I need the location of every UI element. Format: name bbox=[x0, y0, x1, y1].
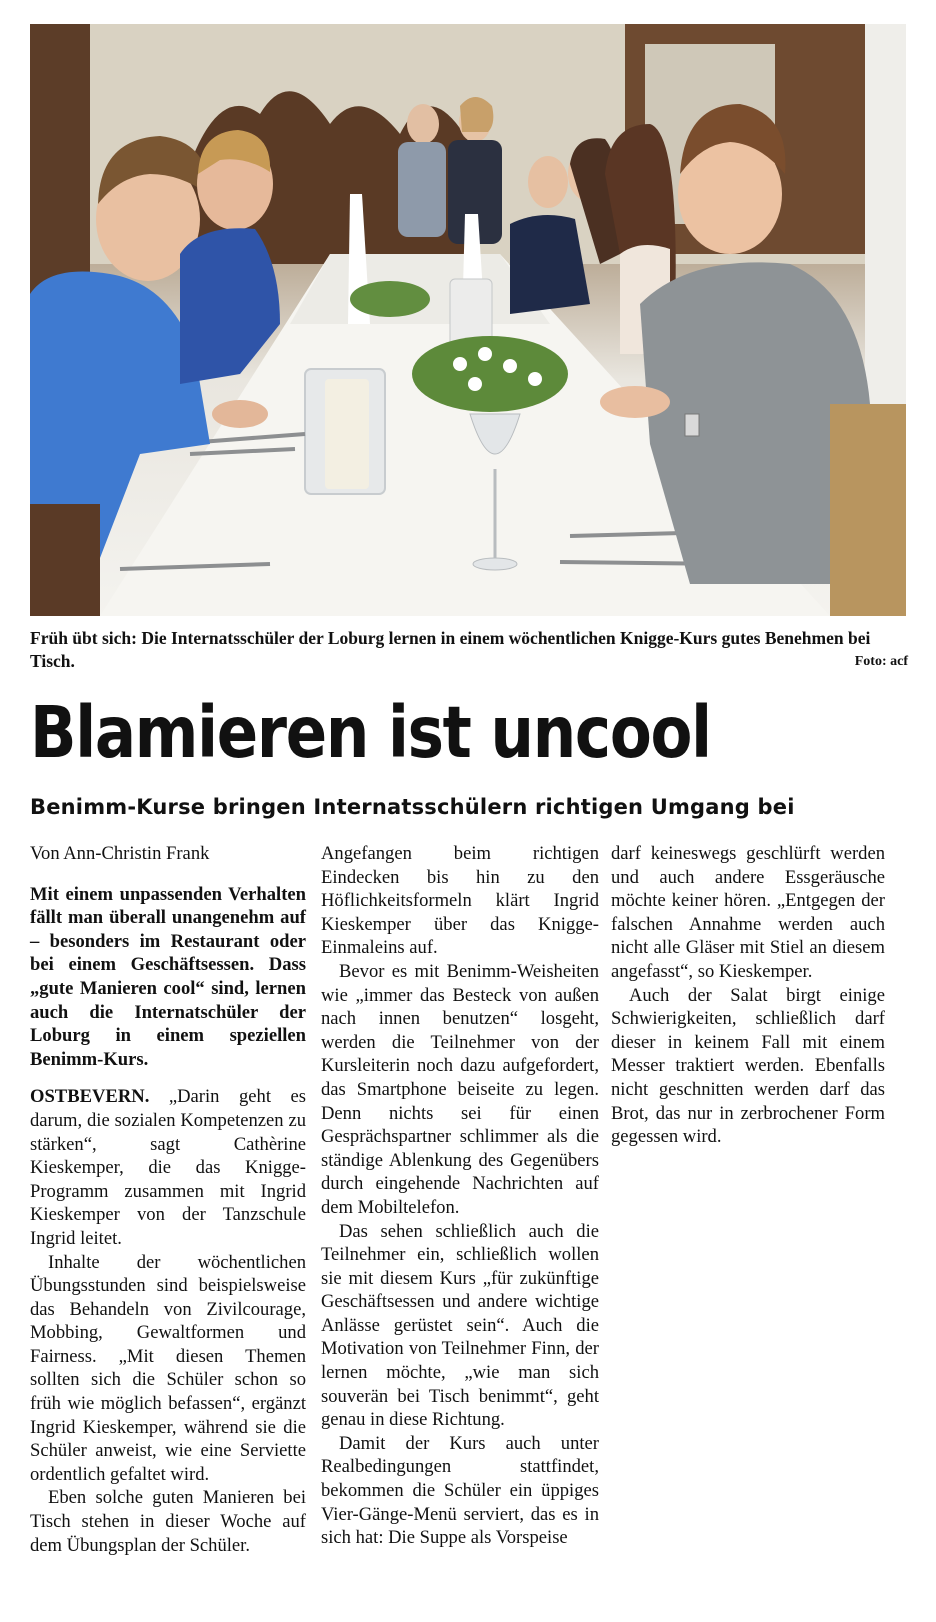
article-paragraph: Bevor es mit Benimm-Weisheiten wie „immer das Besteck von außen nach innen benutzen“ losgeht, werden die Teilnehmer von der Kursleiterin noch dazu aufgefordert, das Smartphone beiseite zu legen. Denn nichts sei für einen Gesprächspartner schlimmer als die ständige Ablenkung des Gegenübers durch eingehende Nachrichten auf dem Mobiltelefon. bbox=[321, 960, 599, 1218]
article-column-2 bbox=[321, 842, 599, 1550]
article-column-3 bbox=[611, 842, 885, 1149]
article-column-1 bbox=[30, 842, 306, 1557]
article-paragraph bbox=[30, 1085, 306, 1250]
article-subheadline: Benimm-Kurse bringen Internatsschülern richtigen Umgang bei bbox=[30, 795, 795, 819]
article-headline: Blamieren ist uncool bbox=[30, 691, 711, 774]
article-paragraph: Das sehen schließlich auch die Teilnehmer ein, schließlich wollen sie mit diesem Kurs „für zukünftige Geschäftsessen und andere wichtige Anlässe gerüstet sein“. Auch die Motivation von Teilnehmer Finn, der lernen möchte, „wie man sich souverän bei Tisch benimmt“, geht genau in diese Richtung. bbox=[321, 1220, 599, 1431]
article-paragraph: Eben solche guten Manieren bei Tisch stehen in dieser Woche auf dem Übungsplan der Schüler. bbox=[30, 1487, 306, 1556]
photo-credit: Foto: acf bbox=[854, 654, 908, 669]
article-paragraph: Angefangen beim richtigen Eindecken bis hin zu den Höflichkeitsformeln klärt Ingrid Kieskemper über das Knigge-Einmaleins auf. bbox=[321, 843, 599, 959]
article-byline: Von Ann-Christin Frank bbox=[30, 843, 210, 864]
dinner-table-scene bbox=[30, 24, 906, 616]
article-paragraph: Inhalte der wöchentlichen Übungsstunden sind beispielsweise das Behandeln von Zivilcourage, Mobbing, Gewaltformen und Fairness. „Mit diesen Themen sollten sich die Schüler schon so früh wie möglich befassen“, ergänzt Ingrid Kieskemper, während sie die Schüler anweist, wie eine Serviette ordentlich gefaltet wird. bbox=[30, 1251, 306, 1485]
article-lead: Mit einem unpassenden Verhalten fällt man überall unangenehm auf – besonders im Restaurant oder bei einem Geschäftsessen. Dass „gute Manieren cool“ sind, lernen auch die Internatschüler der Loburg in einem speziellen Benimm-Kurs. bbox=[30, 883, 306, 1070]
article-paragraph: Auch der Salat birgt einige Schwierigkeiten, schließlich darf dieser in keinem Fall mit einem Messer traktiert werden. Ebenfalls nicht geschnitten werden darf das Brot, das nur in zerbrochener Form gegessen wird. bbox=[611, 984, 885, 1148]
article-paragraph-text: „Darin geht es darum, die sozialen Kompetenzen zu stärken“, sagt Cathèrine Kieskemper, die das Knigge-Programm zusammen mit Ingrid Kieskemper von der Tanzschule Ingrid leitet. bbox=[30, 1086, 307, 1249]
article-photo bbox=[30, 24, 906, 616]
article-paragraph: darf keineswegs geschlürft werden und auch andere Essgeräusche möchte keiner hören. „Entgegen der falschen Annahme werden auch nicht alle Gläser mit Stiel an diesem angefasst“, so Kieskemper. bbox=[611, 843, 885, 982]
article-paragraph: Damit der Kurs auch unter Realbedingungen stattfindet, bekommen die Schüler ein üppiges Vier-Gänge-Menü serviert, das es in sich hat: Die Suppe als Vorspeise bbox=[321, 1432, 599, 1549]
photo-caption-text: Früh übt sich: Die Internatsschüler der Loburg lernen in einem wöchentlichen Knigge-Kurs gutes Benehmen bei Tisch. bbox=[30, 628, 871, 671]
photo-caption bbox=[30, 627, 908, 673]
article-dateline: OSTBEVERN. bbox=[30, 1086, 150, 1108]
